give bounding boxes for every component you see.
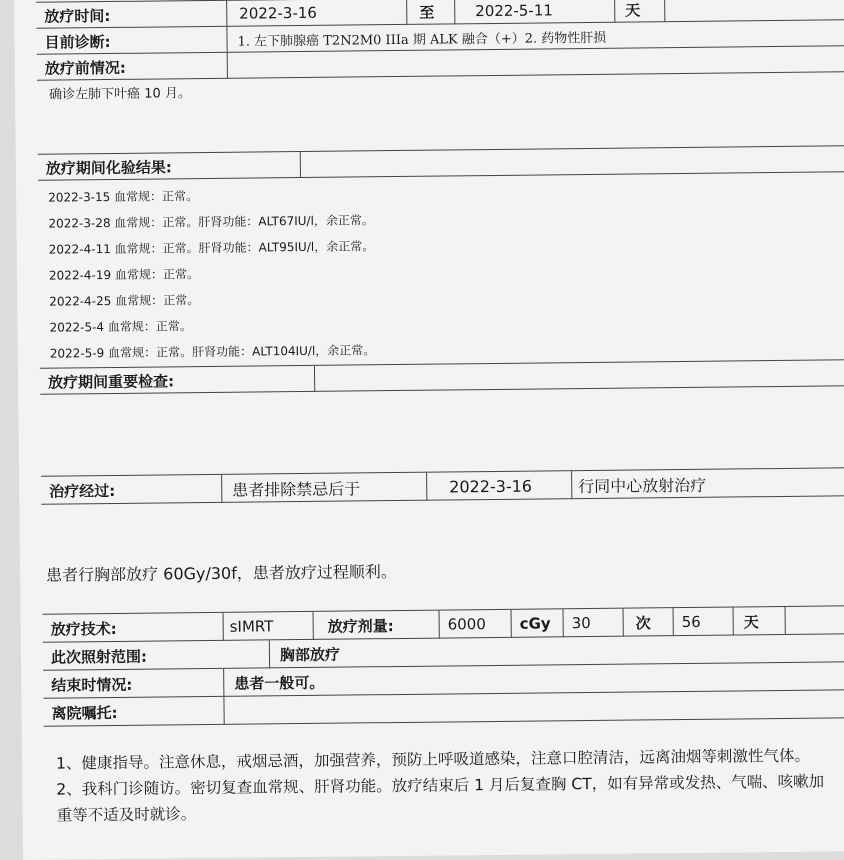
fractions-unit: 次 (623, 608, 673, 637)
dose-value: 6000 (439, 610, 511, 639)
lab-result-item: 2022-3-28 血常规：正常。肝肾功能：ALT67IU/l，余正常。 (48, 213, 374, 231)
end-date: 2022-5-11 (454, 0, 614, 24)
lab-result-item: 2022-4-19 血常规：正常。 (48, 267, 199, 283)
treatment-course-part2: 行同中心放射治疗 (571, 468, 844, 499)
technique-value: sIMRT (223, 612, 313, 641)
end-status-value: 患者一般可。 (223, 662, 844, 697)
days-label: 天 (614, 0, 664, 23)
lab-result-item: 2022-5-4 血常规：正常。 (49, 319, 192, 335)
fractions-value: 30 (563, 609, 623, 638)
pre-treatment-area (37, 71, 844, 154)
to-label: 至 (406, 0, 454, 25)
end-status-label: 结束时情况: (51, 675, 133, 695)
important-exams-label: 放疗期间重要检查: (48, 371, 175, 392)
technique-label: 放疗技术: (50, 619, 117, 639)
period-label: 放疗时间: (44, 6, 111, 26)
dose-label: 放疗剂量: (313, 611, 439, 640)
lab-results-list (38, 172, 844, 366)
treatment-course-date: 2022-3-16 (426, 471, 571, 501)
discharge-advice-area (44, 717, 844, 846)
lab-results-area (38, 171, 844, 368)
important-exams-area (40, 385, 844, 476)
treatment-course-label: 治疗经过: (49, 481, 116, 501)
days-count: 56 (673, 608, 733, 637)
lab-results-label: 放疗期间化验结果: (45, 157, 172, 178)
diagnosis-value: 1. 左下肺腺癌 T2N2M0 IIIa 期 ALK 融合（+）2. 药物性肝损 (226, 20, 844, 52)
discharge-advice-text: 1、健康指导。注意休息，戒烟忌酒，加强营养，预防上呼吸道感染，注意口腔清洁，远离油烟等刺激性气体。2、我科门诊随访。密切复查血常规、肝肾功能。放疗结束后 1 月后复查胸 CT，如有异常或发热、气喘、咳嗽加重等不适及时就诊。 (56, 746, 825, 825)
lab-result-item: 2022-4-25 血常规：正常。 (49, 293, 200, 309)
treatment-course-part1: 患者排除禁忌后于 (221, 473, 426, 503)
pre-treatment-label: 放疗前情况: (44, 58, 126, 78)
diagnosis-label: 目前诊断: (44, 32, 111, 52)
lab-result-item: 2022-4-11 血常规：正常。肝肾功能：ALT95IU/l，余正常。 (48, 239, 375, 257)
days-unit: 天 (733, 607, 785, 636)
lab-result-item: 2022-5-9 血常规：正常。肝肾功能：ALT104IU/l，余正常。 (49, 343, 376, 361)
discharge-advice-label: 离院嘱托: (51, 703, 118, 723)
start-date: 2022-3-16 (226, 0, 406, 27)
irradiation-range-label: 此次照射范围: (50, 647, 148, 667)
lab-result-item: 2022-3-15 血常规：正常。 (48, 189, 199, 205)
treatment-summary-area (41, 495, 844, 614)
irradiation-range-value: 胸部放疗 (269, 634, 844, 668)
pre-treatment-text: 确诊左肺下叶癌 10 月。 (49, 86, 191, 103)
treatment-summary-text: 患者行胸部放疗 60Gy/30f，患者放疗过程顺利。 (46, 562, 397, 585)
dose-unit: cGy (511, 609, 563, 638)
discharge-record-sheet (14, 0, 844, 860)
